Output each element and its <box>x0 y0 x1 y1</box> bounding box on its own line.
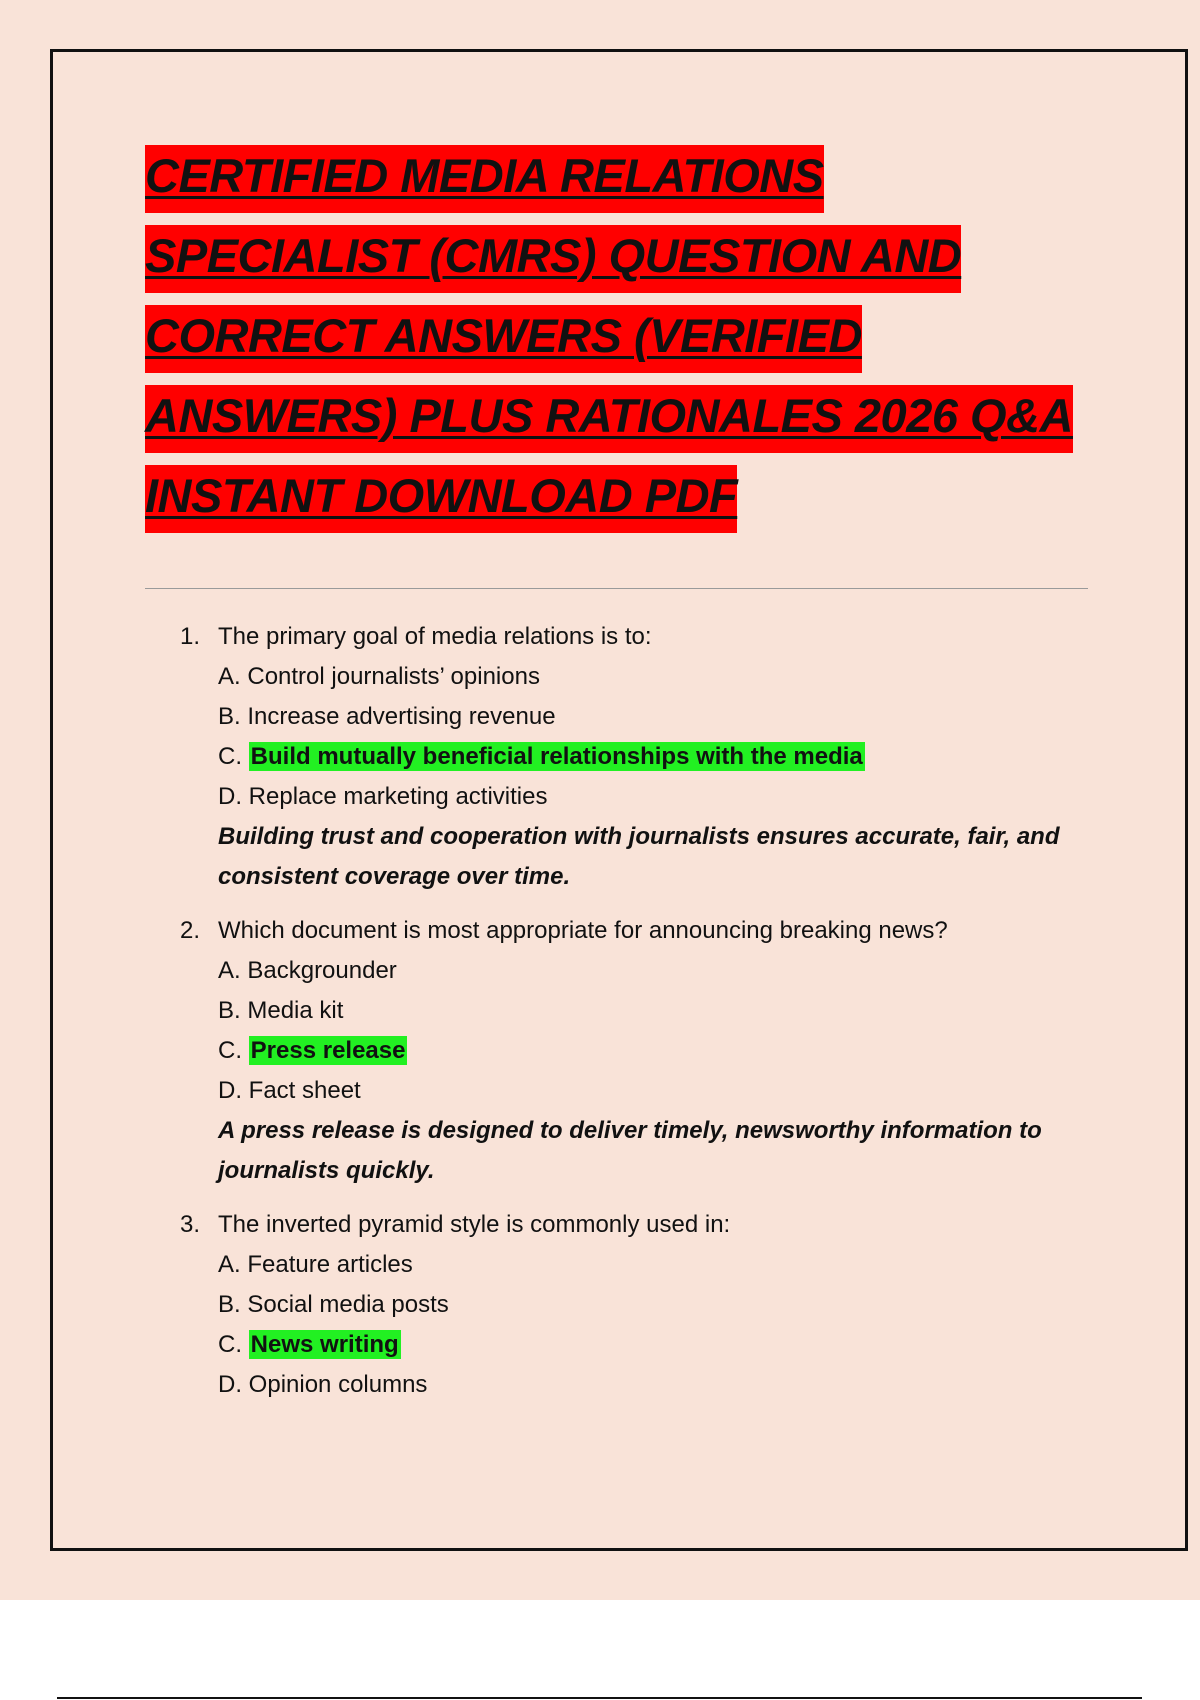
title-divider <box>145 588 1088 589</box>
option-c <box>180 1031 1100 1071</box>
title-line-5: INSTANT DOWNLOAD PDF <box>145 465 737 533</box>
option-c <box>180 737 1100 777</box>
option-letter: D. <box>218 1371 242 1398</box>
option-text: Social media posts <box>247 1291 449 1318</box>
option-d <box>180 1365 1100 1405</box>
option-letter: D. <box>218 783 242 810</box>
question-number: 3. <box>180 1211 201 1238</box>
option-text: Opinion columns <box>248 1371 428 1398</box>
option-b <box>180 991 1100 1031</box>
title-line-3: CORRECT ANSWERS (VERIFIED <box>145 305 862 373</box>
option-a <box>180 951 1100 991</box>
option-letter: B. <box>218 703 241 730</box>
title-line-1: CERTIFIED MEDIA RELATIONS <box>145 145 824 213</box>
question-stem <box>180 617 1100 657</box>
option-text: Feature articles <box>247 1251 413 1278</box>
option-text: Backgrounder <box>247 957 397 984</box>
option-letter: B. <box>218 1291 241 1318</box>
question-number: 2. <box>180 917 201 944</box>
option-d <box>180 1071 1100 1111</box>
question-number: 1. <box>180 623 201 650</box>
option-text: Media kit <box>247 997 344 1024</box>
option-letter: B. <box>218 997 241 1024</box>
option-a <box>180 657 1100 697</box>
question-text: The inverted pyramid style is commonly used in: <box>218 1211 731 1238</box>
option-b <box>180 697 1100 737</box>
question-3 <box>180 1205 1100 1405</box>
option-a <box>180 1245 1100 1285</box>
correct-answer-highlight: Build mutually beneficial relationships with the media <box>250 743 863 770</box>
option-c <box>180 1325 1100 1365</box>
question-1 <box>180 617 1100 897</box>
title-line-2: SPECIALIST (CMRS) QUESTION AND <box>145 225 961 293</box>
correct-answer-highlight: News writing <box>250 1331 399 1358</box>
option-letter: A. <box>218 1251 241 1278</box>
question-stem <box>180 1205 1100 1245</box>
question-text: Which document is most appropriate for announcing breaking news? <box>218 917 948 944</box>
rationale: Building trust and cooperation with journalists ensures accurate, fair, and consistent coverage over time. <box>218 823 1060 890</box>
option-letter: A. <box>218 663 241 690</box>
option-d <box>180 777 1100 817</box>
correct-answer-highlight: Press release <box>250 1037 406 1064</box>
question-2 <box>180 911 1100 1191</box>
option-letter: A. <box>218 957 241 984</box>
question-list <box>180 617 1100 1419</box>
rationale: A press release is designed to deliver timely, newsworthy information to journalists quickly. <box>218 1117 1042 1184</box>
option-text: Increase advertising revenue <box>247 703 556 730</box>
option-letter: D. <box>218 1077 242 1104</box>
question-stem <box>180 911 1100 951</box>
option-text: Control journalists’ opinions <box>247 663 540 690</box>
option-letter: C. <box>218 743 242 770</box>
option-letter: C. <box>218 1037 242 1064</box>
option-text: Replace marketing activities <box>248 783 548 810</box>
option-letter: C. <box>218 1331 242 1358</box>
option-b <box>180 1285 1100 1325</box>
question-text: The primary goal of media relations is to: <box>218 623 652 650</box>
option-text: Fact sheet <box>248 1077 361 1104</box>
footer-rule <box>57 1697 1142 1699</box>
document-title <box>145 145 1105 545</box>
title-line-4: ANSWERS) PLUS RATIONALES 2026 Q&A <box>145 385 1073 453</box>
